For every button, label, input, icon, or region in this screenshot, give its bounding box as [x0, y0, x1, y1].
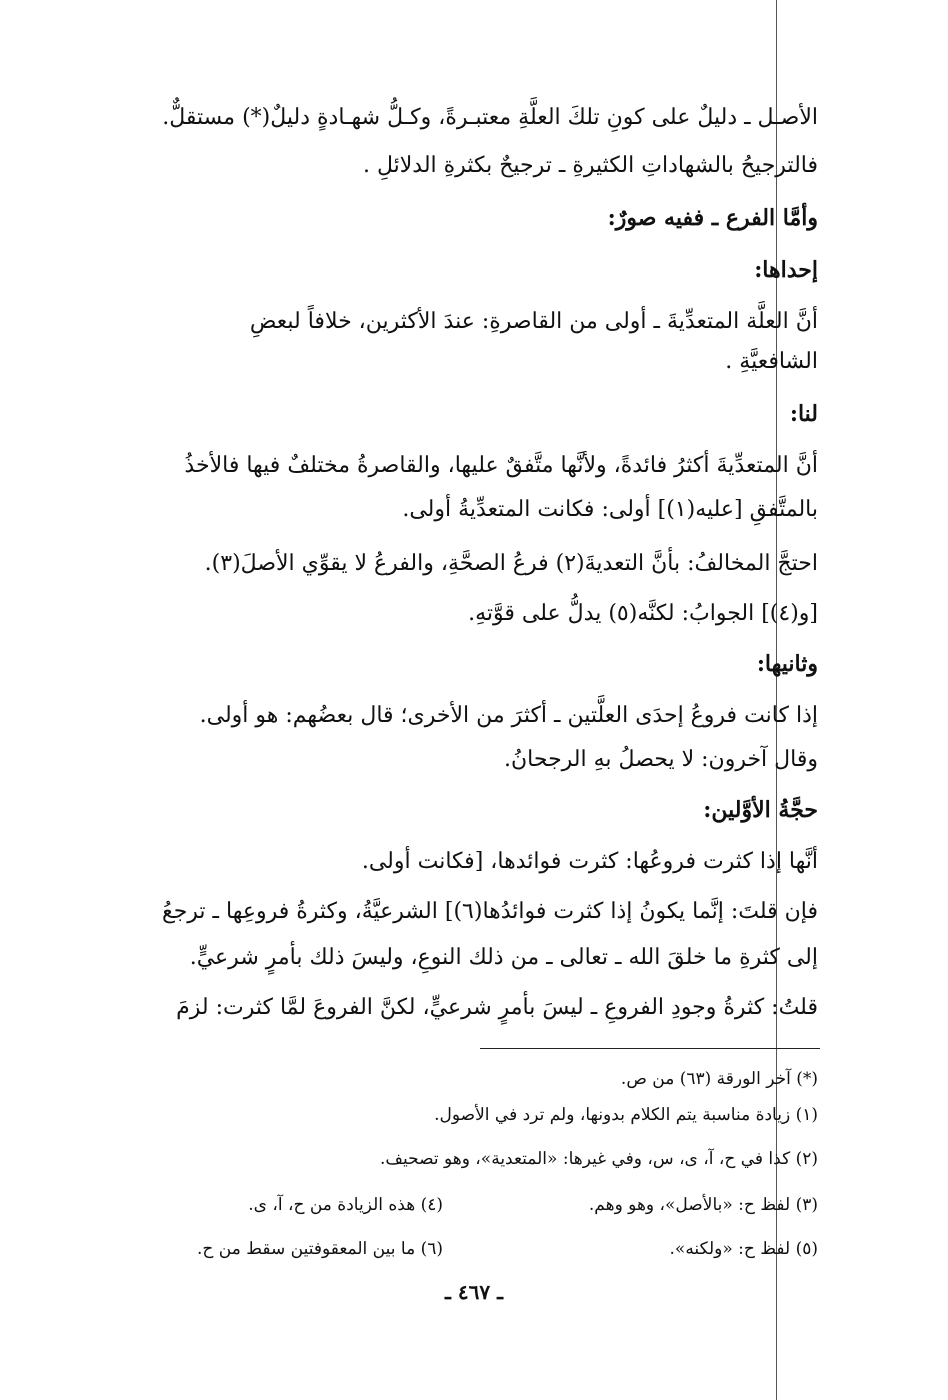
footnote-2: (٢) كذا في ح، آ، ى، س، وفي غيرها: «المتعدية»، وهو تصحيف.	[379, 1149, 818, 1169]
page-number: ـ ٤٦٧ ـ	[445, 1280, 503, 1304]
text-line: بالمتَّفقِ [عليه(١)] أولى: فكانت المتعدِّيةُ أولى.	[402, 497, 818, 522]
footnote-3: (٣) لفظ ح: «بالأصل»، وهو وهم.	[588, 1195, 818, 1215]
text-line: أنَّ العلَّة المتعدِّيةَ ـ أولى من القاصرةِ: عندَ الأكثرين، خلافاً لبعضِ	[249, 309, 818, 334]
footnote-1: (١) زيادة مناسبة يتم الكلام بدونها، ولم ترد في الأصول.	[434, 1105, 818, 1125]
text-line: الأصـل ـ دليلٌ على كونِ تلكَ العلَّةِ معتبـرةً، وكـلُّ شهـادةٍ دليلٌ(*) مستقلٌّ.	[162, 105, 818, 130]
section-heading: وثانيها:	[756, 651, 818, 677]
text-line: فإن قلتَ: إنَّما يكونُ إذا كثرت فوائدُها(٦)] الشرعيَّةُ، وكثرةُ فروعِها ـ ترجعُ	[161, 899, 818, 924]
text-line: احتجَّ المخالفُ: بأنَّ التعديةَ(٢) فرعُ الصحَّةِ، والفرعُ لا يقوِّي الأصلَ(٣).	[204, 551, 818, 576]
text-line: إذا كانت فروعُ إحدَى العلَّتين ـ أكثرَ من الأخرى؛ قال بعضُهم: هو أولى.	[199, 703, 818, 728]
section-heading: وأمَّا الفرع ـ ففيه صورٌ:	[607, 205, 818, 231]
footnote-4: (٤) هذه الزيادة من ح، آ، ى.	[248, 1195, 443, 1215]
section-heading: حجَّةُ الأوَّلين:	[703, 797, 818, 823]
footnote-6: (٦) ما بين المعقوفتين سقط من ح.	[197, 1239, 443, 1259]
footnote-separator	[480, 1048, 820, 1049]
text-line: [و(٤)] الجوابُ: لكنَّه(٥) يدلُّ على قوَّتهِ.	[468, 601, 818, 626]
text-line: قلتُ: كثرةُ وجودِ الفروعِ ـ ليسَ بأمرٍ شرعيٍّ، لكنَّ الفروعَ لمَّا كثرت: لزمَ	[176, 995, 818, 1020]
section-heading: لنا:	[789, 401, 818, 427]
footnote-5: (٥) لفظ ح: «ولكنه».	[669, 1239, 818, 1259]
text-line: الشافعيَّةِ .	[725, 349, 818, 374]
text-line: إلى كثرةِ ما خلقَ الله ـ تعالى ـ من ذلك النوعِ، وليسَ ذلك بأمرٍ شرعيٍّ.	[189, 945, 818, 970]
footnote-star: (*) آخر الورقة (٦٣) من ص.	[620, 1069, 818, 1089]
text-line: فالترجيحُ بالشهاداتِ الكثيرةِ ـ ترجيحٌ بكثرةِ الدلائلِ .	[362, 153, 818, 178]
text-line: أنَّ المتعدِّيةَ أكثرُ فائدةً، ولأنَّها متَّفقٌ عليها، والقاصرةُ مختلفٌ فيها فالأخذُ	[184, 453, 818, 478]
text-line: أنَّها إذا كثرت فروعُها: كثرت فوائدها، [فكانت أولى.	[361, 849, 818, 874]
text-line: وقال آخرون: لا يحصلُ بهِ الرجحانُ.	[504, 747, 818, 772]
section-heading: إحداها:	[754, 257, 818, 283]
